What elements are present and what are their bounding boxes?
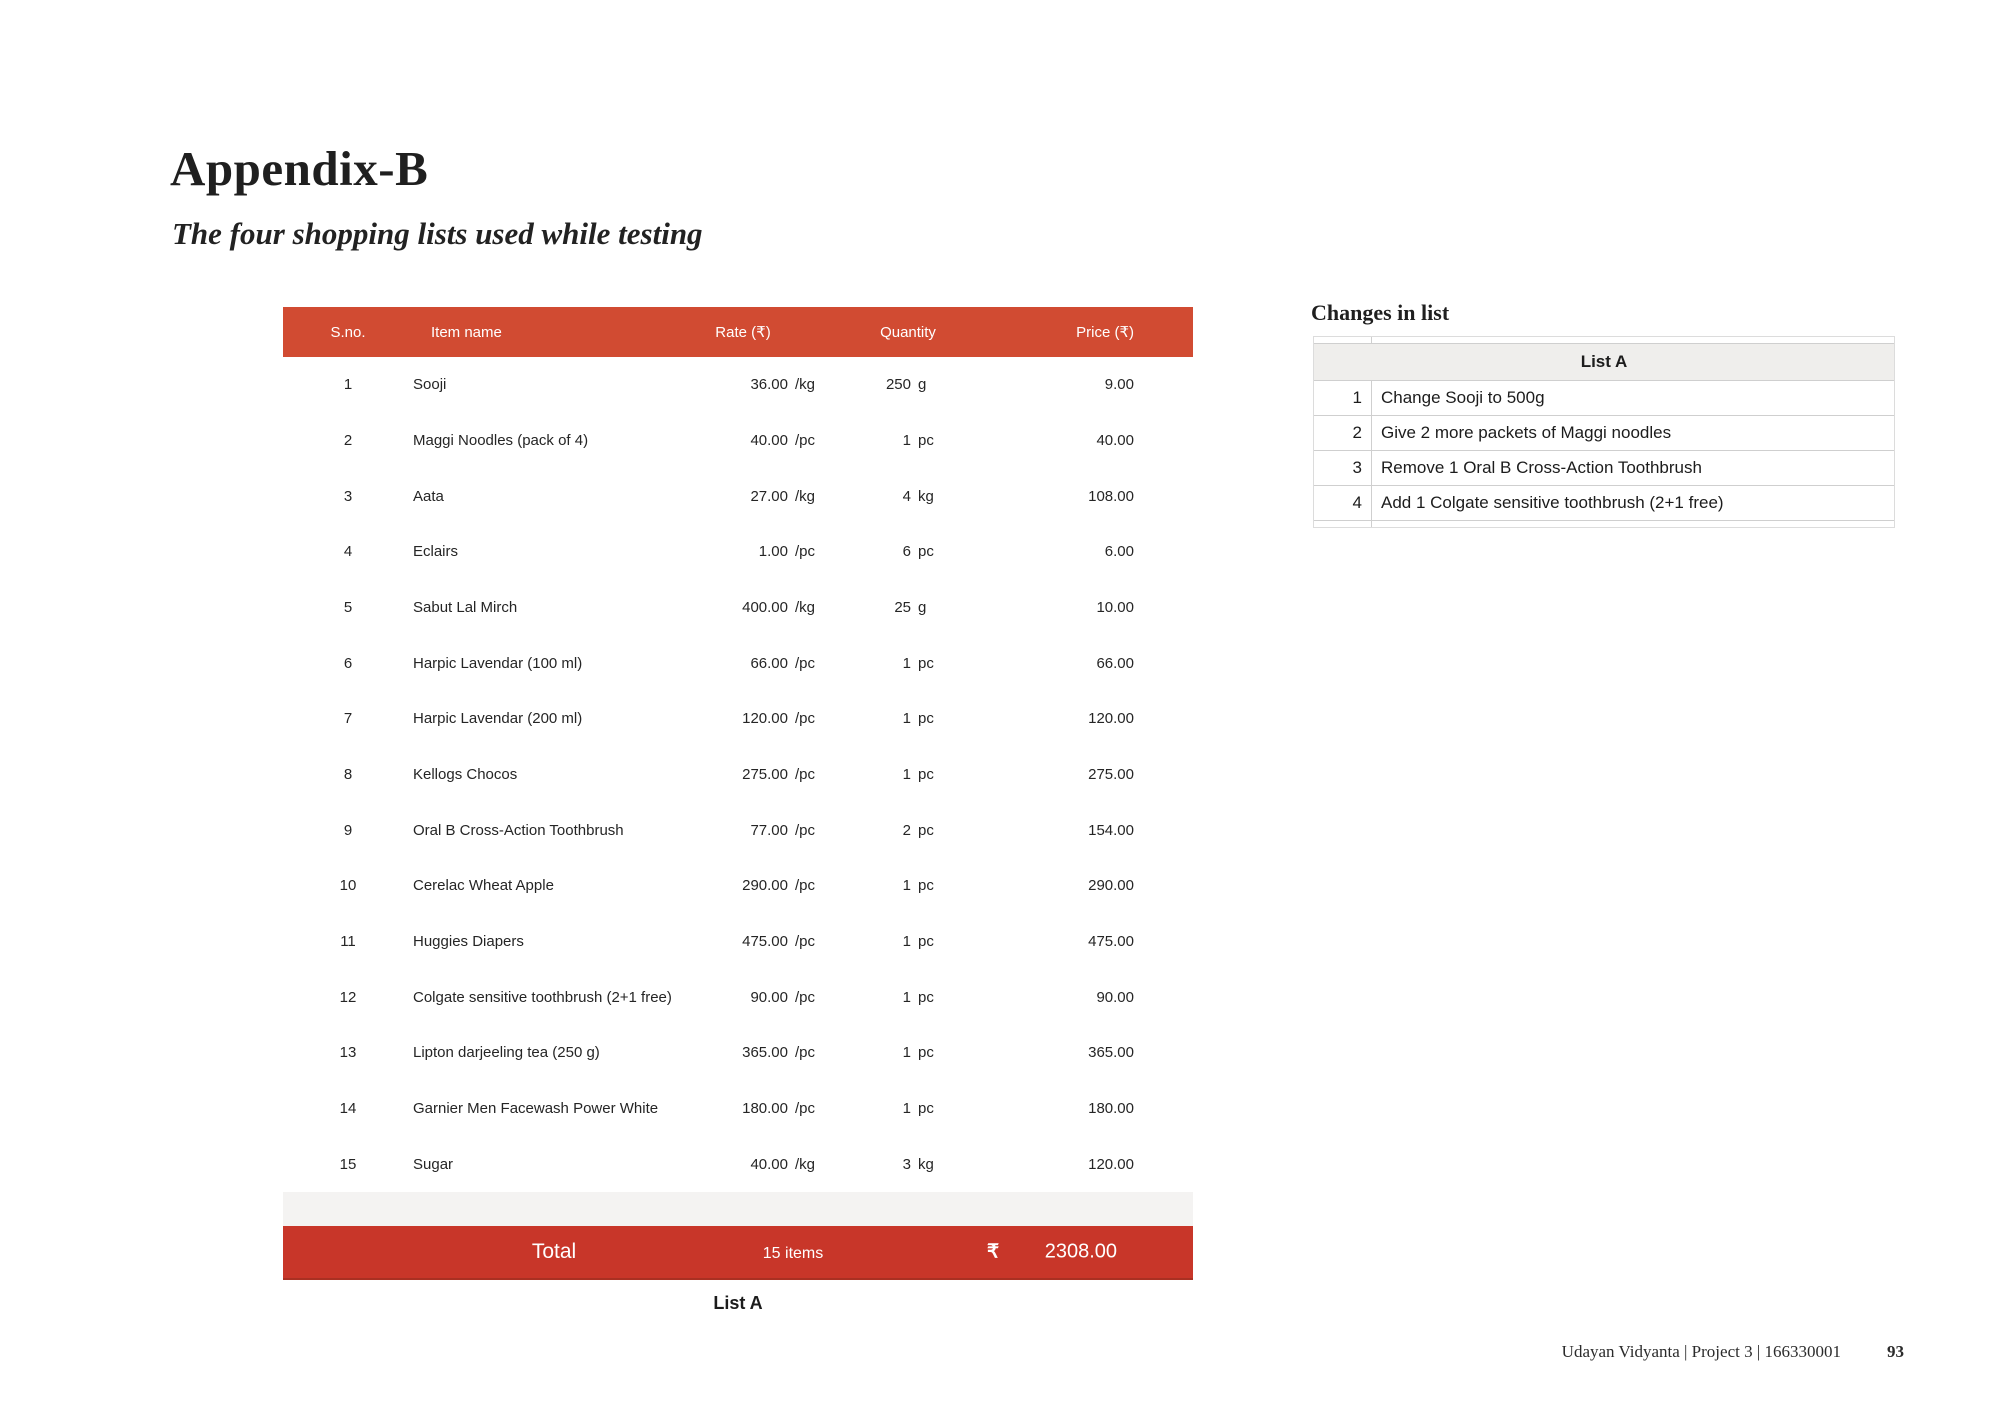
changes-row-text: Give 2 more packets of Maggi noodles — [1381, 423, 1672, 442]
table-row — [283, 468, 1193, 524]
cell-rate-unit: /pc — [795, 654, 816, 672]
cell-rate: 40.00 — [750, 1155, 788, 1173]
cell-quantity: 1 — [902, 877, 911, 895]
changes-table-bottom-spacer — [1314, 521, 1894, 527]
cell-price: 120.00 — [1088, 710, 1134, 728]
shopping-table-body — [283, 357, 1193, 1192]
cell-quantity: 3 — [902, 1155, 911, 1173]
cell-sno: 9 — [343, 821, 353, 839]
cell-quantity: 1 — [902, 654, 911, 672]
cell-quantity: 1 — [902, 1099, 911, 1117]
cell-item-name: Harpic Lavendar (100 ml) — [413, 654, 583, 672]
cell-price: 290.00 — [1088, 877, 1134, 895]
cell-quantity: 1 — [902, 765, 911, 783]
cell-item-name: Kellogs Chocos — [413, 765, 518, 783]
cell-quantity: 2 — [902, 821, 911, 839]
cell-rate: 400.00 — [742, 598, 788, 616]
cell-price: 10.00 — [1096, 598, 1134, 616]
cell-quantity: 4 — [902, 487, 911, 505]
cell-rate-unit: /pc — [795, 821, 816, 839]
cell-sno: 8 — [343, 765, 353, 783]
cell-qty-unit: g — [918, 376, 927, 394]
cell-sno: 2 — [343, 431, 353, 449]
cell-quantity: 25 — [894, 598, 911, 616]
table-row — [283, 413, 1193, 469]
total-label: Total — [531, 1239, 577, 1263]
cell-sno: 1 — [343, 376, 353, 394]
cell-sno: 7 — [343, 710, 353, 728]
cell-quantity: 250 — [885, 376, 911, 394]
cell-qty-unit: pc — [918, 431, 934, 449]
changes-row — [1314, 381, 1894, 416]
cell-qty-unit: kg — [918, 1155, 934, 1173]
cell-qty-unit: pc — [918, 765, 934, 783]
changes-row-text: Remove 1 Oral B Cross-Action Toothbrush — [1381, 458, 1702, 477]
cell-sno: 4 — [343, 543, 353, 561]
table-caption: List A — [713, 1292, 763, 1313]
cell-quantity: 1 — [902, 988, 911, 1006]
cell-price: 66.00 — [1096, 654, 1134, 672]
table-row — [283, 802, 1193, 858]
table-row — [283, 1081, 1193, 1137]
header-rate: Rate (₹) — [715, 324, 771, 341]
changes-row-text: Change Sooji to 500g — [1381, 388, 1545, 407]
footer-credit: Udayan Vidyanta | Project 3 | 166330001 — [1561, 1342, 1841, 1361]
changes-table-top-spacer — [1314, 337, 1894, 343]
cell-rate: 275.00 — [742, 765, 788, 783]
cell-rate: 290.00 — [742, 877, 788, 895]
table-footer-spacer — [283, 1192, 1193, 1226]
cell-item-name: Maggi Noodles (pack of 4) — [413, 431, 589, 449]
cell-sno: 13 — [339, 1044, 357, 1062]
page-title: Appendix-B — [170, 141, 429, 196]
cell-rate: 475.00 — [742, 932, 788, 950]
cell-rate-unit: /pc — [795, 1099, 816, 1117]
table-row — [283, 747, 1193, 803]
cell-price: 180.00 — [1088, 1099, 1134, 1117]
cell-quantity: 1 — [902, 710, 911, 728]
cell-rate: 120.00 — [742, 710, 788, 728]
table-row — [283, 1136, 1193, 1192]
cell-sno: 3 — [343, 487, 353, 505]
cell-price: 120.00 — [1088, 1155, 1134, 1173]
page-subtitle: The four shopping lists used while testing — [172, 216, 703, 251]
cell-rate: 40.00 — [750, 431, 788, 449]
table-row — [283, 914, 1193, 970]
total-amount: 2308.00 — [1044, 1240, 1117, 1263]
cell-sno: 11 — [340, 932, 356, 950]
cell-qty-unit: pc — [918, 988, 934, 1006]
cell-sno: 12 — [339, 988, 357, 1006]
changes-table-body — [1314, 381, 1894, 521]
total-items-count: 15 items — [762, 1244, 824, 1262]
header-sno: S.no. — [330, 323, 366, 341]
changes-row-number: 4 — [1314, 486, 1372, 520]
changes-row — [1314, 416, 1894, 451]
cell-qty-unit: pc — [918, 932, 934, 950]
cell-price: 275.00 — [1088, 765, 1134, 783]
table-row — [283, 691, 1193, 747]
cell-qty-unit: pc — [918, 1099, 934, 1117]
rupee-icon: ₹ — [987, 1241, 1000, 1263]
cell-quantity: 1 — [902, 431, 911, 449]
cell-item-name: Sooji — [413, 376, 447, 394]
changes-row-number: 1 — [1314, 381, 1372, 415]
cell-rate-unit: /pc — [795, 1044, 816, 1062]
changes-row-text: Add 1 Colgate sensitive toothbrush (2+1 free) — [1381, 493, 1724, 512]
shopping-table-header — [283, 307, 1193, 357]
cell-item-name: Eclairs — [413, 543, 459, 561]
changes-heading: Changes in list — [1311, 300, 1450, 325]
changes-row-number: 3 — [1314, 451, 1372, 485]
cell-price: 108.00 — [1088, 487, 1134, 505]
cell-item-name: Huggies Diapers — [413, 932, 524, 950]
cell-rate-unit: /pc — [795, 543, 816, 561]
cell-item-name: Sabut Lal Mirch — [413, 598, 518, 616]
table-row — [283, 1025, 1193, 1081]
cell-rate-unit: /pc — [795, 710, 816, 728]
cell-price: 9.00 — [1104, 376, 1134, 394]
cell-rate-unit: /pc — [795, 988, 816, 1006]
header-item: Item name — [431, 323, 502, 341]
cell-quantity: 1 — [902, 1044, 911, 1062]
cell-price: 475.00 — [1088, 932, 1134, 950]
cell-qty-unit: g — [918, 598, 927, 616]
table-row — [283, 969, 1193, 1025]
table-row — [283, 357, 1193, 413]
cell-rate: 66.00 — [750, 654, 788, 672]
cell-sno: 10 — [339, 877, 357, 895]
cell-price: 6.00 — [1104, 543, 1134, 561]
cell-price: 365.00 — [1088, 1044, 1134, 1062]
cell-qty-unit: pc — [918, 710, 934, 728]
cell-rate: 90.00 — [750, 988, 788, 1006]
table-row — [283, 635, 1193, 691]
cell-rate: 365.00 — [742, 1044, 788, 1062]
changes-row-number: 2 — [1314, 416, 1372, 450]
changes-list-title: List A — [1314, 343, 1894, 381]
cell-qty-unit: pc — [918, 877, 934, 895]
cell-rate: 180.00 — [742, 1099, 788, 1117]
header-quantity: Quantity — [880, 323, 936, 341]
cell-qty-unit: pc — [918, 543, 934, 561]
cell-item-name: Garnier Men Facewash Power White — [413, 1099, 659, 1117]
table-row — [283, 858, 1193, 914]
cell-rate-unit: /kg — [795, 1155, 816, 1173]
cell-price: 90.00 — [1096, 988, 1134, 1006]
header-price: Price (₹) — [1076, 324, 1134, 341]
cell-item-name: Oral B Cross-Action Toothbrush — [413, 821, 624, 839]
cell-item-name: Aata — [413, 487, 444, 505]
page-number: 93 — [1887, 1342, 1904, 1361]
cell-sno: 14 — [339, 1099, 357, 1117]
changes-row — [1314, 451, 1894, 486]
cell-rate-unit: /kg — [795, 487, 816, 505]
cell-rate-unit: /pc — [795, 431, 816, 449]
cell-rate: 27.00 — [750, 487, 788, 505]
cell-item-name: Cerelac Wheat Apple — [413, 877, 554, 895]
changes-table — [1313, 336, 1895, 528]
cell-qty-unit: pc — [918, 1044, 934, 1062]
cell-item-name: Harpic Lavendar (200 ml) — [413, 710, 583, 728]
cell-quantity: 6 — [902, 543, 911, 561]
cell-qty-unit: pc — [918, 821, 934, 839]
cell-price: 154.00 — [1088, 821, 1134, 839]
page-footer — [1562, 1342, 1904, 1362]
cell-item-name: Lipton darjeeling tea (250 g) — [413, 1044, 600, 1062]
changes-row — [1314, 486, 1894, 521]
cell-quantity: 1 — [902, 932, 911, 950]
cell-item-name: Sugar — [413, 1155, 454, 1173]
table-row — [283, 524, 1193, 580]
cell-rate: 1.00 — [758, 543, 788, 561]
cell-rate: 36.00 — [750, 376, 788, 394]
cell-sno: 15 — [339, 1155, 357, 1173]
total-row — [283, 1226, 1193, 1280]
cell-price: 40.00 — [1096, 431, 1134, 449]
table-row — [283, 580, 1193, 636]
cell-sno: 5 — [343, 598, 353, 616]
cell-rate-unit: /pc — [795, 765, 816, 783]
cell-sno: 6 — [343, 654, 353, 672]
cell-rate-unit: /pc — [795, 877, 816, 895]
cell-rate-unit: /kg — [795, 376, 816, 394]
shopping-list-table — [283, 307, 1193, 1314]
cell-qty-unit: pc — [918, 654, 934, 672]
cell-qty-unit: kg — [918, 487, 934, 505]
cell-rate-unit: /pc — [795, 932, 816, 950]
cell-rate-unit: /kg — [795, 598, 816, 616]
cell-rate: 77.00 — [750, 821, 788, 839]
cell-item-name: Colgate sensitive toothbrush (2+1 free) — [413, 988, 672, 1006]
